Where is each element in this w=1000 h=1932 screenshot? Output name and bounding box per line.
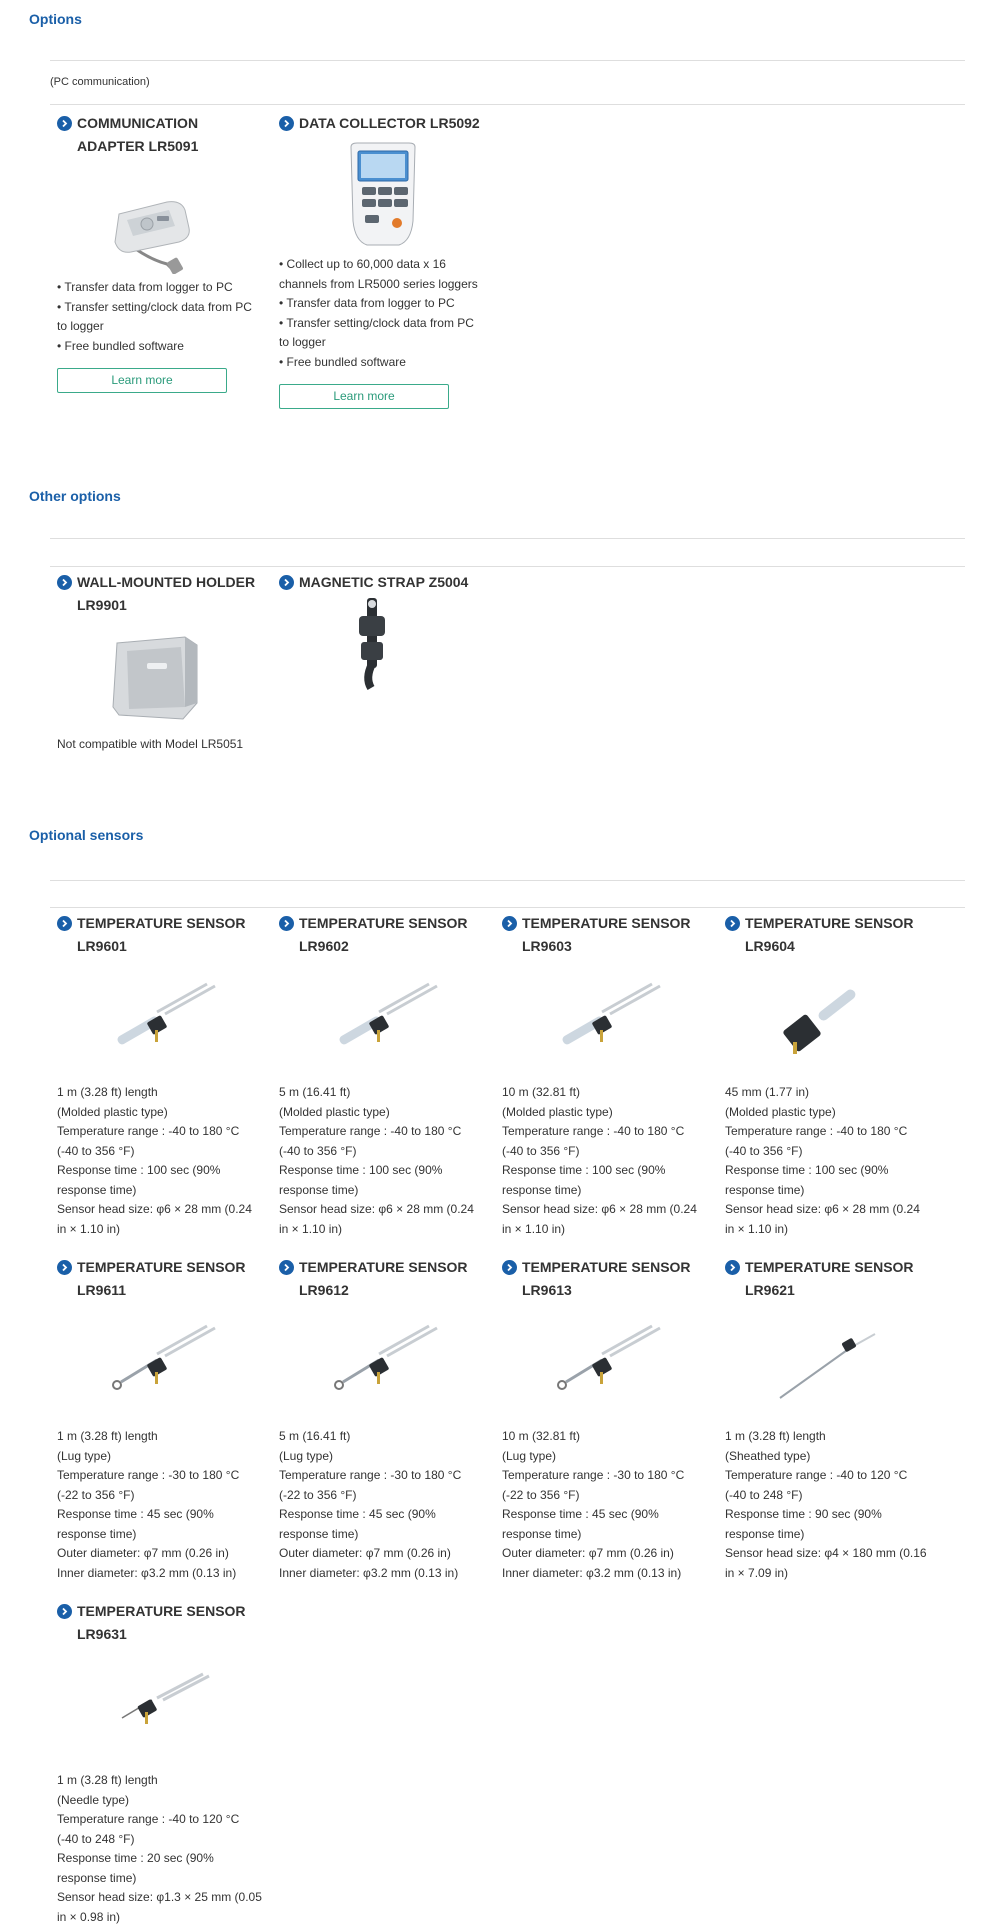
subcategory-pc-communication: (PC communication): [50, 76, 150, 88]
product-link-lr5091[interactable]: [57, 112, 262, 158]
sensor-specs: 5 m (16.41 ft) (Molded plastic type) Temperature range : -40 to 180 °C (-40 to 356 °F) Response time : 100 sec (90% response time) Sensor head size: φ6 × 28 mm (0.24 in × 1.10 in): [279, 1085, 474, 1236]
product-title: MAGNETIC STRAP Z5004: [299, 574, 469, 590]
product-card-lr5092: [279, 112, 484, 409]
product-title: DATA COLLECTOR LR5092: [299, 115, 480, 131]
sensor-card-lr9611: [57, 1256, 262, 1583]
product-title: COMMUNICATION ADAPTER LR5091: [77, 115, 199, 154]
product-description: • Collect up to 60,000 data x 16 channels from LR5000 series loggers • Transfer data from logger to PC • Transfer setting/clock data from PC to logger • Free bundled software: [279, 257, 478, 369]
product-image-lug-sensor: [502, 1308, 672, 1423]
product-link-lr9613[interactable]: [502, 1256, 707, 1302]
product-image-needle-sensor: [57, 1652, 227, 1767]
chevron-right-icon: [57, 916, 72, 931]
chevron-right-icon: [279, 916, 294, 931]
chevron-right-icon: [57, 1604, 72, 1619]
section-title-optional-sensors: Optional sensors: [29, 827, 144, 843]
chevron-right-icon: [279, 1260, 294, 1275]
product-image-short-sensor: [725, 964, 895, 1079]
product-description: • Transfer data from logger to PC • Transfer setting/clock data from PC to logger • Free bundled software: [57, 280, 252, 353]
divider: [50, 60, 965, 61]
product-title: TEMPERATURE SENSOR LR9612: [299, 1259, 468, 1298]
product-image-sheathed-sensor: [725, 1308, 895, 1423]
sensor-card-lr9602: [279, 912, 484, 1239]
product-description: Not compatible with Model LR5051: [57, 737, 244, 751]
product-image-lug-sensor: [279, 1308, 449, 1423]
product-link-lr9621[interactable]: [725, 1256, 930, 1302]
product-title: TEMPERATURE SENSOR LR9611: [77, 1259, 246, 1298]
sensor-specs: 45 mm (1.77 in) (Molded plastic type) Temperature range : -40 to 180 °C (-40 to 356 °F) Response time : 100 sec (90% response time) Sensor head size: φ6 × 28 mm (0.24 in × 1.10 in): [725, 1085, 920, 1236]
sensor-specs: 5 m (16.41 ft) (Lug type) Temperature range : -30 to 180 °C (-22 to 356 °F) Response time : 45 sec (90% response time) Outer diameter: φ7 mm (0.26 in) Inner diameter: φ3.2 mm (0.13 in): [279, 1429, 462, 1580]
product-image-lug-sensor: [57, 1308, 227, 1423]
product-card-z5004: [279, 571, 484, 696]
sensor-card-lr9603: [502, 912, 707, 1239]
sensor-card-lr9604: [725, 912, 930, 1239]
product-title: TEMPERATURE SENSOR LR9621: [745, 1259, 914, 1298]
sensor-specs: 10 m (32.81 ft) (Molded plastic type) Temperature range : -40 to 180 °C (-40 to 356 °F) Response time : 100 sec (90% response time) Sensor head size: φ6 × 28 mm (0.24 in × 1.10 in): [502, 1085, 697, 1236]
chevron-right-icon: [502, 916, 517, 931]
product-title: TEMPERATURE SENSOR LR9631: [77, 1603, 246, 1642]
sensor-specs: 1 m (3.28 ft) length (Lug type) Temperature range : -30 to 180 °C (-22 to 356 °F) Response time : 45 sec (90% response time) Outer diameter: φ7 mm (0.26 in) Inner diameter: φ3.2 mm (0.13 in): [57, 1429, 240, 1580]
chevron-right-icon: [57, 575, 72, 590]
section-title-options: Options: [29, 11, 82, 27]
chevron-right-icon: [279, 116, 294, 131]
divider: [50, 566, 965, 567]
sensor-card-lr9612: [279, 1256, 484, 1583]
chevron-right-icon: [725, 1260, 740, 1275]
product-title: TEMPERATURE SENSOR LR9604: [745, 915, 914, 954]
sensor-specs: 1 m (3.28 ft) length (Sheathed type) Temperature range : -40 to 120 °C (-40 to 248 °F) Response time : 90 sec (90% response time) Sensor head size: φ4 × 180 mm (0.16 in × 7.09 in): [725, 1429, 927, 1580]
product-link-lr9612[interactable]: [279, 1256, 484, 1302]
sensor-card-lr9601: [57, 912, 262, 1239]
learn-more-button[interactable]: Learn more: [57, 368, 227, 393]
sensor-card-lr9613: [502, 1256, 707, 1583]
divider: [50, 907, 965, 908]
chevron-right-icon: [725, 916, 740, 931]
product-image-molded-sensor: [502, 964, 672, 1079]
product-image-wall-holder: [57, 623, 227, 733]
product-link-lr9603[interactable]: [502, 912, 707, 958]
divider: [50, 104, 965, 105]
product-link-lr5092[interactable]: [279, 112, 484, 135]
divider: [50, 880, 965, 881]
product-link-lr9601[interactable]: [57, 912, 262, 958]
product-link-lr9602[interactable]: [279, 912, 484, 958]
product-link-lr9611[interactable]: [57, 1256, 262, 1302]
product-image-communication-adapter: [57, 164, 227, 274]
product-link-lr9901[interactable]: [57, 571, 262, 617]
sensor-specs: 1 m (3.28 ft) length (Needle type) Temperature range : -40 to 120 °C (-40 to 248 °F) Response time : 20 sec (90% response time) Sensor head size: φ1.3 × 25 mm (0.05 in × 0.98 in): [57, 1773, 262, 1924]
product-image-molded-sensor: [57, 964, 227, 1079]
product-title: TEMPERATURE SENSOR LR9613: [522, 1259, 691, 1298]
product-card-lr9901: [57, 571, 262, 755]
product-title: TEMPERATURE SENSOR LR9603: [522, 915, 691, 954]
product-card-lr5091: [57, 112, 262, 393]
learn-more-button[interactable]: Learn more: [279, 384, 449, 409]
sensor-card-lr9631: [57, 1600, 262, 1927]
chevron-right-icon: [502, 1260, 517, 1275]
product-link-lr9604[interactable]: [725, 912, 930, 958]
section-title-other-options: Other options: [29, 488, 121, 504]
divider: [50, 538, 965, 539]
sensor-card-lr9621: [725, 1256, 930, 1583]
product-image-data-collector: [279, 141, 449, 251]
chevron-right-icon: [57, 116, 72, 131]
product-title: TEMPERATURE SENSOR LR9602: [299, 915, 468, 954]
product-image-magnetic-strap: [279, 586, 449, 696]
chevron-right-icon: [57, 1260, 72, 1275]
product-link-lr9631[interactable]: [57, 1600, 262, 1646]
product-title: WALL-MOUNTED HOLDER LR9901: [77, 574, 256, 613]
product-title: TEMPERATURE SENSOR LR9601: [77, 915, 246, 954]
sensor-specs: 10 m (32.81 ft) (Lug type) Temperature range : -30 to 180 °C (-22 to 356 °F) Response time : 45 sec (90% response time) Outer diameter: φ7 mm (0.26 in) Inner diameter: φ3.2 mm (0.13 in): [502, 1429, 685, 1580]
product-image-molded-sensor: [279, 964, 449, 1079]
sensor-specs: 1 m (3.28 ft) length (Molded plastic type) Temperature range : -40 to 180 °C (-40 to 356 °F) Response time : 100 sec (90% response time) Sensor head size: φ6 × 28 mm (0.24 in × 1.10 in): [57, 1085, 252, 1236]
